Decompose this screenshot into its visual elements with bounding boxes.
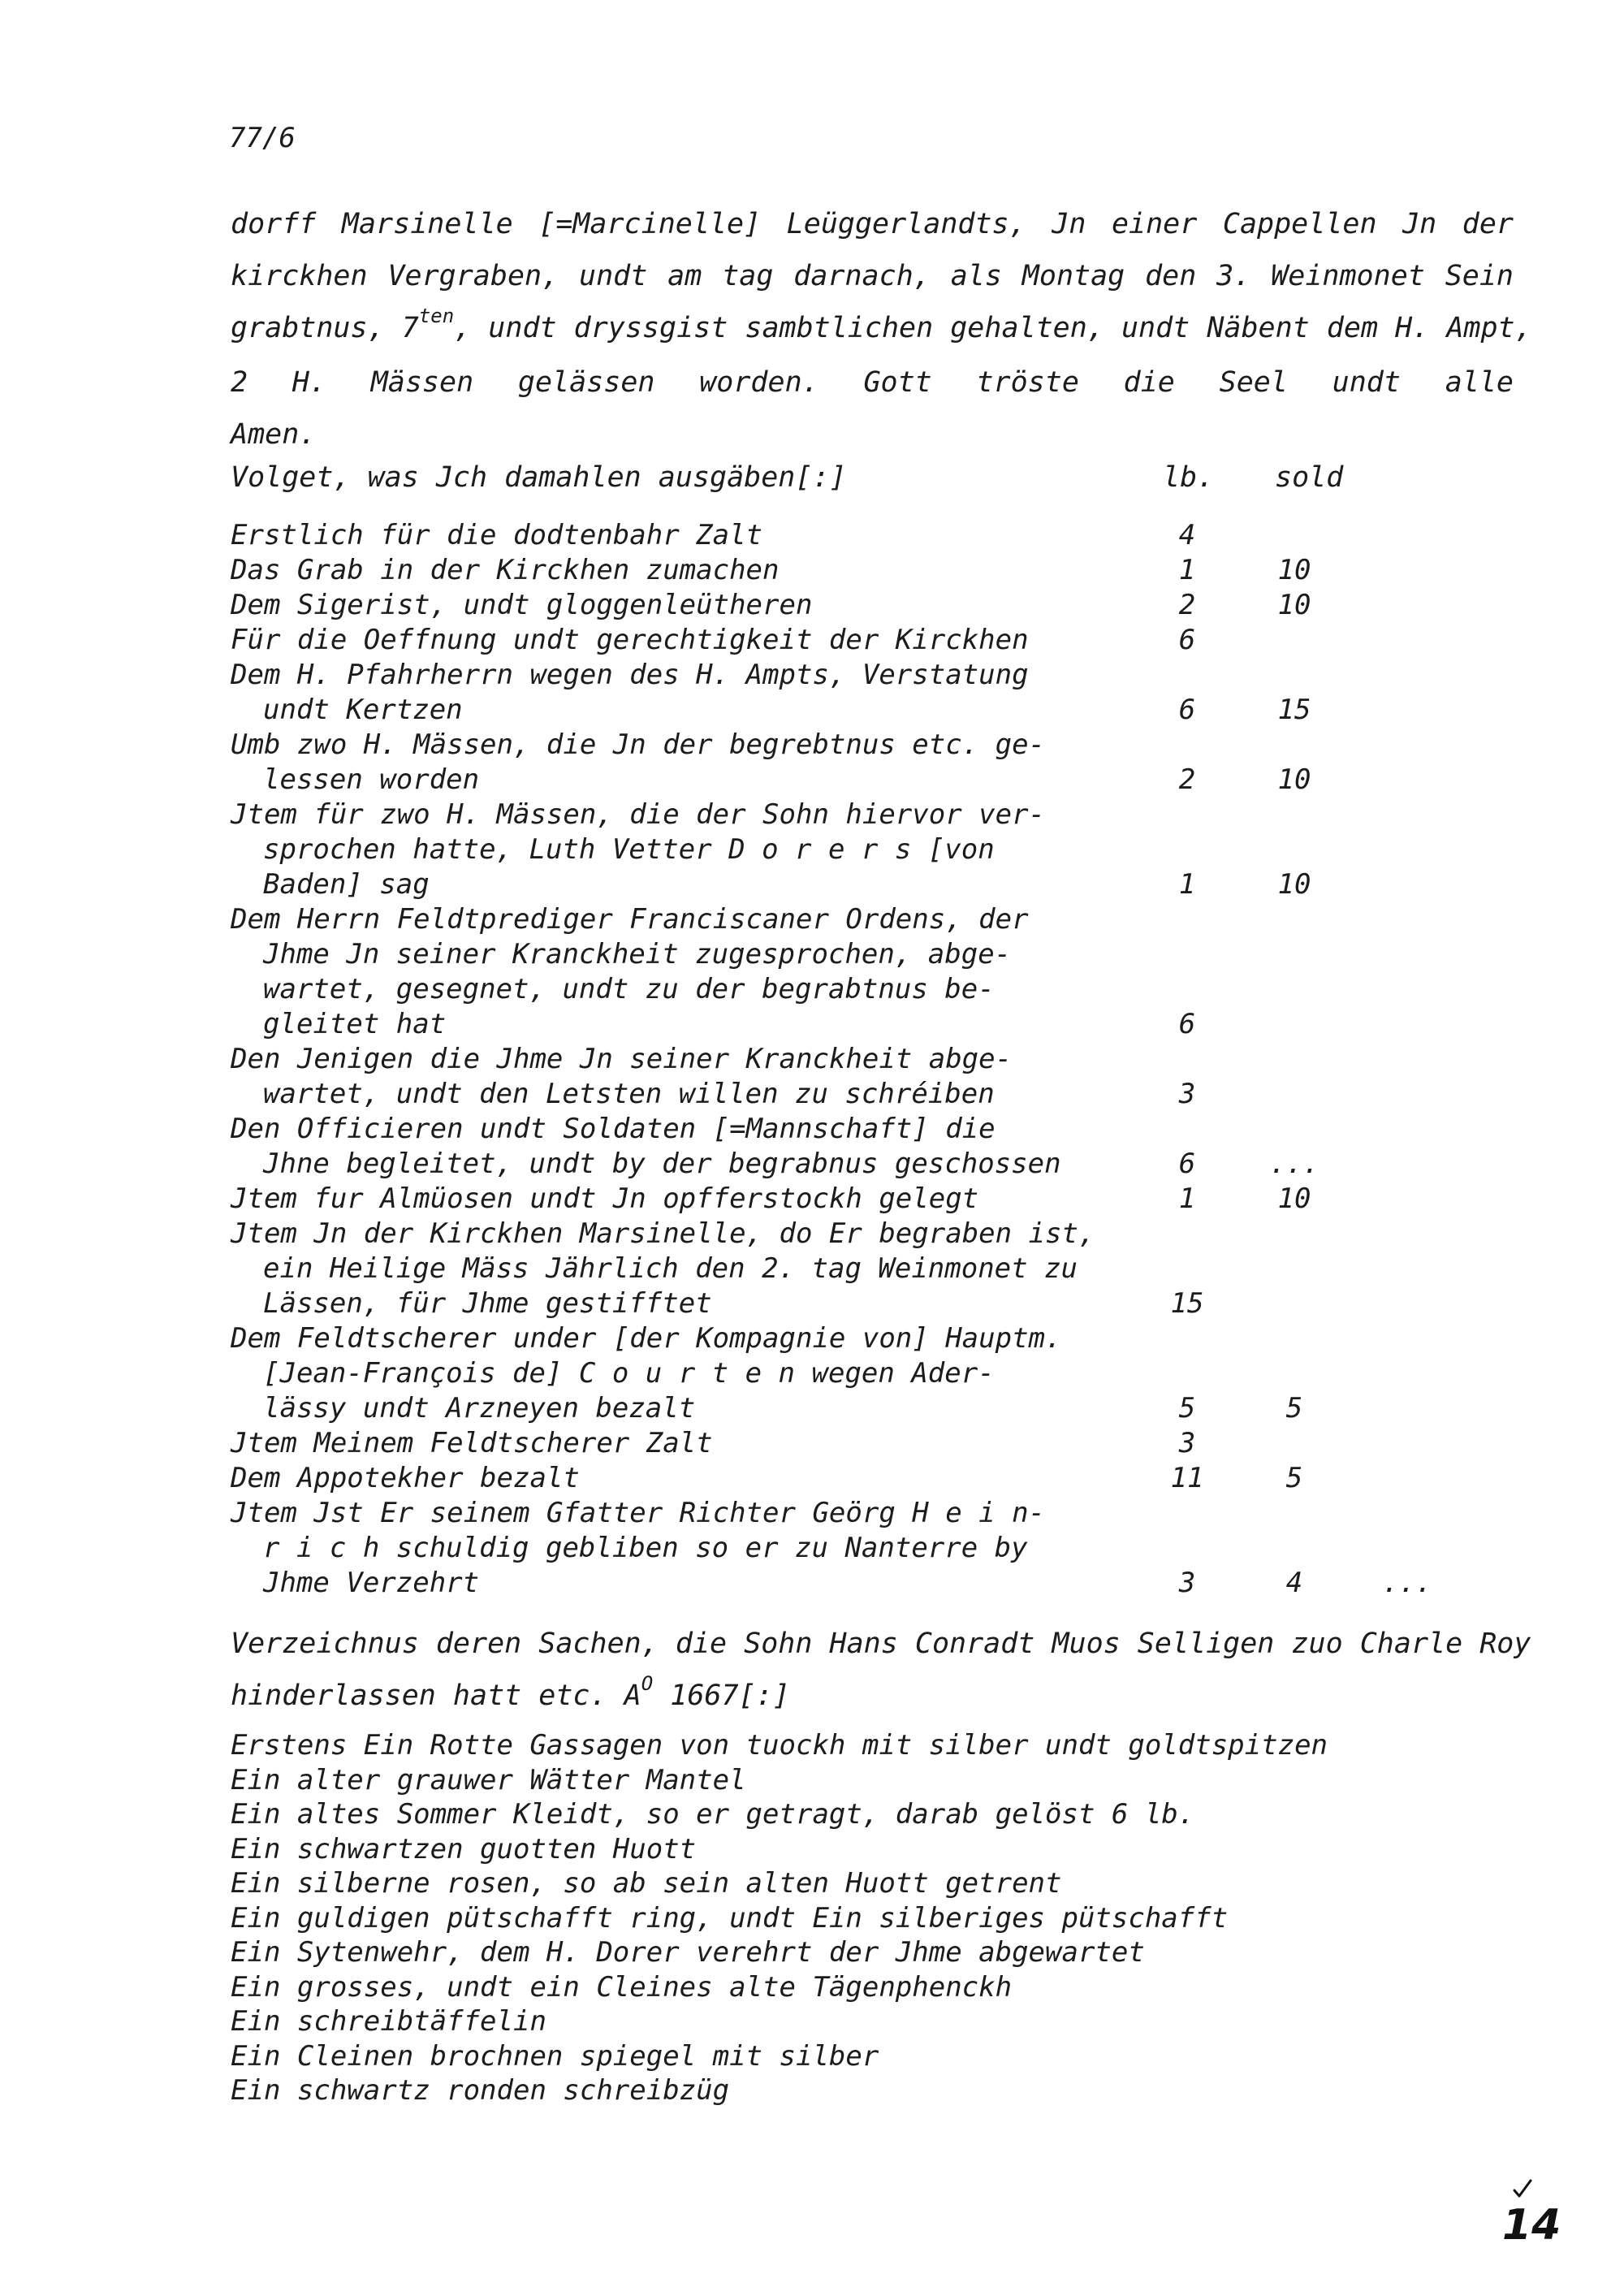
inventory-item: Ein Sytenwehr, dem H. Dorer verehrt der Jhme abgewartet	[231, 1936, 1145, 1969]
ledger-amount-lb: 6	[1178, 1008, 1196, 1040]
inventory-heading	[231, 1618, 1530, 1724]
inventory-heading-line: Verzeichnus deren Sachen, die Sohn Hans Conradt Muos Selligen zuo Charle Roy	[231, 1628, 1531, 1660]
ledger-entry-line: Das Grab in der Kirckhen zumachen	[231, 554, 780, 586]
ledger-amount-sold: ...	[1269, 1148, 1320, 1180]
ledger-entry-line: Jhme Jn seiner Kranckheit zugesprochen, abge-	[263, 938, 1012, 971]
check-mark-icon	[1512, 2178, 1533, 2199]
ledger-entry-line: Jtem fur Almüosen undt Jn opfferstockh gelegt	[231, 1182, 979, 1215]
ledger-entry-line: lässy undt Arzneyen bezalt	[263, 1392, 696, 1424]
ledger-entry-line: Den Jenigen die Jhme Jn seiner Kranckheit abge-	[231, 1043, 1013, 1075]
ledger-amount-lb: 5	[1178, 1392, 1196, 1424]
ledger-table	[231, 518, 1530, 1601]
ledger-entry	[231, 1461, 1530, 1496]
ledger-amount-lb: 1	[1178, 554, 1196, 586]
inventory-item: Ein silberne rosen, so ab sein alten Huott getrent	[231, 1867, 1062, 1900]
ledger-amount-lb: 3	[1178, 1427, 1196, 1459]
ledger-entry-line: wartet, undt den Letsten willen zu schréiben	[263, 1078, 995, 1110]
ledger-entry-line: Jtem für zwo H. Mässen, die der Sohn hiervor ver-	[231, 798, 1046, 831]
ledger-amount-sold: 5	[1285, 1392, 1303, 1424]
inventory-heading-line	[231, 1670, 1530, 1724]
ledger-amount-sold	[1262, 1286, 1327, 1321]
ledger-entry-line: Jhme Verzehrt	[263, 1567, 480, 1599]
ledger-amount-sold: 10	[1277, 868, 1311, 901]
inventory-heading-part: 1667[:]	[653, 1680, 790, 1712]
ledger-amount-lb: 11	[1170, 1462, 1204, 1494]
folio-number: 14	[1502, 2201, 1561, 2250]
ledger-amount-lb: 1	[1178, 1182, 1196, 1215]
ledger-entry-line: gleitet hat	[263, 1008, 447, 1040]
ledger-entry	[231, 1496, 1530, 1601]
ledger-entry-line: Dem Appotekher bezalt	[231, 1462, 580, 1494]
ledger-entry-line: ein Heilige Mäss Jährlich den 2. tag Weinmonet zu	[263, 1252, 1078, 1285]
ledger-entry	[231, 1042, 1530, 1112]
ledger-amount-sold	[1262, 1077, 1327, 1112]
ledger-entry-line: Dem Sigerist, undt gloggenleütheren	[231, 589, 813, 621]
ledger-entry-line: Für die Oeffnung undt gerechtigkeit der Kirckhen	[231, 624, 1029, 656]
ledger-amount-sold: 10	[1277, 1182, 1311, 1215]
ledger-amount-lb: 6	[1178, 1148, 1196, 1180]
ledger-amount-lb: 3	[1178, 1567, 1196, 1599]
ledger-amount-sold	[1262, 518, 1327, 553]
ledger-amount-sold: 4	[1285, 1567, 1303, 1599]
ledger-entry-line: Dem Feldtscherer under [der Kompagnie von] Hauptm.	[231, 1322, 1062, 1355]
inventory-item: Ein alter grauwer Wätter Mantel	[231, 1763, 746, 1796]
ledger-amount-sold	[1262, 623, 1327, 658]
ledger-amount-sold: 15	[1277, 694, 1311, 726]
ledger-entry	[231, 1217, 1530, 1321]
ledger-entry-line: lessen worden	[263, 763, 480, 796]
ledger-entry-line: [Jean-François de] C o u r t e n wegen Ader-	[263, 1357, 995, 1390]
inventory-item: Ein schreibtäffelin	[231, 2005, 546, 2038]
inventory-heading-part: hinderlassen hatt etc. A	[231, 1680, 641, 1712]
ledger-entry	[231, 798, 1530, 902]
ledger-entry-line: Jtem Jst Er seinem Gfatter Richter Geörg H e i n-	[231, 1497, 1046, 1529]
superscript: O	[641, 1672, 654, 1695]
inventory-list	[231, 1728, 1530, 2108]
ledger-amount-sold: 10	[1277, 763, 1311, 796]
ledger-entry-line: Baden] sag	[263, 868, 430, 901]
ledger-amount-lb: 6	[1178, 694, 1196, 726]
inventory-item: Ein schwartzen guotten Huott	[231, 1832, 697, 1865]
ledger-entry-line: Lässen, für Jhme gestifftet	[263, 1287, 712, 1320]
inventory-item: Ein schwartz ronden schreibzüg	[231, 2074, 730, 2107]
ledger-entry	[231, 1182, 1530, 1217]
ledger-entry-line: Jtem Meinem Feldtscherer Zalt	[231, 1427, 713, 1459]
ledger-entry	[231, 553, 1530, 588]
page-number: 77/6	[229, 122, 296, 154]
ledger-entry	[231, 1426, 1530, 1461]
ledger-entry-line: Dem H. Pfahrherrn wegen des H. Ampts, Verstatung	[231, 659, 1029, 691]
ledger-entry	[231, 1112, 1530, 1182]
ledger-entry-line: Erstlich für die dodtenbahr Zalt	[231, 519, 763, 551]
paragraph-line: 2 H. Mässen gelässen worden. Gott tröste die Seel undt alle	[231, 366, 1514, 399]
ledger-entry	[231, 902, 1530, 1042]
ledger-entry-line: Dem Herrn Feldtprediger Franciscaner Ordens, der	[231, 903, 1029, 936]
ledger-entry	[231, 728, 1530, 798]
ledger-amount-lb: 4	[1178, 519, 1196, 551]
ledger-amount-lb: 15	[1170, 1287, 1204, 1320]
ledger-entry	[231, 588, 1530, 623]
ledger-header-sold: sold	[1275, 461, 1344, 494]
ledger-amount-extra: ...	[1382, 1567, 1432, 1599]
paragraph-line: Amen.	[231, 418, 317, 451]
inventory-item: Ein Cleinen brochnen spiegel mit silber	[231, 2039, 879, 2073]
ledger-entry	[231, 623, 1530, 658]
inventory-item: Ein guldigen pütschafft ring, undt Ein silberiges pütschafft	[231, 1901, 1229, 1935]
ledger-amount-sold: 5	[1285, 1462, 1303, 1494]
ledger-amount-lb: 3	[1178, 1078, 1196, 1110]
ledger-header-description: Volget, was Jch damahlen ausgäben[:]	[231, 461, 847, 494]
ledger-amount-sold: 10	[1277, 589, 1311, 621]
superscript: ten	[418, 305, 455, 327]
ledger-entry-line: wartet, gesegnet, undt zu der begrabtnus be-	[263, 973, 995, 1005]
paragraph-line: kirckhen Vergraben, undt am tag darnach, als Montag den 3. Weinmonet Sein	[231, 260, 1514, 292]
ledger-entry-line: Den Officieren undt Soldaten [=Mannschaft] die	[231, 1113, 996, 1145]
paragraph-line	[231, 302, 1532, 357]
ledger-entry-line: sprochen hatte, Luth Vetter D o r e r s [von	[263, 833, 995, 866]
paragraph-line-part: , undt dryssgist sambtlichen gehalten, undt Näbent dem H. Ampt,	[454, 312, 1532, 344]
ledger-header	[231, 461, 1530, 502]
intro-paragraph	[231, 198, 1532, 460]
ledger-entry-line: r i c h schuldig gebliben so er zu Nanterre by	[263, 1532, 1028, 1564]
ledger-entry-line: Jtem Jn der Kirckhen Marsinelle, do Er begraben ist,	[231, 1217, 1095, 1250]
ledger-entry	[231, 518, 1530, 553]
ledger-amount-lb: 1	[1178, 868, 1196, 901]
inventory-item: Ein altes Sommer Kleidt, so er getragt, darab gelöst 6 lb.	[231, 1798, 1195, 1831]
ledger-entry-line: Jhne begleitet, undt by der begrabnus geschossen	[263, 1148, 1061, 1180]
inventory-item: Erstens Ein Rotte Gassagen von tuockh mit silber undt goldtspitzen	[231, 1729, 1328, 1762]
ledger-entry-line: undt Kertzen	[263, 694, 463, 726]
ledger-amount-sold	[1262, 1007, 1327, 1042]
ledger-amount-lb: 2	[1178, 589, 1196, 621]
ledger-entry	[231, 658, 1530, 728]
ledger-amount-sold: 10	[1277, 554, 1311, 586]
ledger-amount-lb: 6	[1178, 624, 1196, 656]
ledger-amount-sold	[1262, 1426, 1327, 1461]
inventory-item: Ein grosses, undt ein Cleines alte Tägenphenckh	[231, 1970, 1013, 2004]
paragraph-line-part: grabtnus, 7	[231, 312, 419, 344]
paragraph-line: dorff Marsinelle [=Marcinelle] Leüggerlandts, Jn einer Cappellen Jn der	[231, 208, 1514, 240]
ledger-entry	[231, 1321, 1530, 1426]
ledger-amount-lb: 2	[1178, 763, 1196, 796]
ledger-entry-line: Umb zwo H. Mässen, die Jn der begrebtnus etc. ge-	[231, 728, 1046, 761]
ledger-header-lb: lb.	[1163, 461, 1215, 494]
